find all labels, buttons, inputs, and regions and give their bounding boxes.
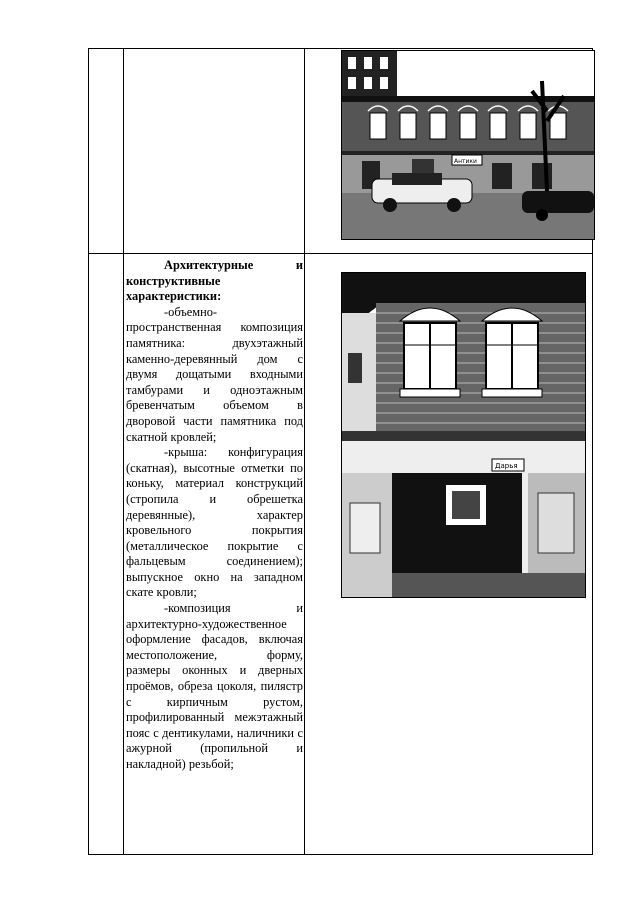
characteristics-text-cell (126, 258, 303, 773)
building-archway-photo (341, 272, 586, 598)
table-border-col2 (123, 48, 124, 854)
table-border-bottom (88, 854, 593, 855)
table-row-divider (88, 253, 593, 254)
paragraph-facades: -композиция и архитектурно-художественное оформление фасадов, включая местоположение, форму, размеры оконных и дверных проёмов, обреза цоколя, пилястр с кирпичным рустом, профилированный межэтажный пояс с дентикулами, наличники с ажурной (пропильной и накладной) резьбой; (126, 601, 303, 771)
building-archway-photo-icon (342, 273, 585, 597)
table-border-top (88, 48, 593, 49)
building-facade-photo (341, 50, 595, 240)
archway-sign-text: Дарья (495, 462, 518, 470)
paragraph-composition: -объемно-пространственная композиция памятника: двухэтажный каменно-деревянный дом с двумя дощатыми входными тамбурами и одноэтажным бревенчатым объемом в дворовой части памятника под скатной кровлей; (126, 304, 303, 444)
building-facade-photo-icon (342, 51, 594, 239)
shop-sign-text: Антики (454, 158, 477, 165)
table-border-col3 (304, 48, 305, 854)
characteristics-heading: Архитектурные и конструктивные характеристики: (126, 258, 303, 304)
table-border-left (88, 48, 89, 854)
paragraph-roof: -крыша: конфигурация (скатная), высотные отметки по коньку, материал конструкций (стропила и обрешетка деревянные), характер кровельного покрытия (металлическое покрытие с фальцевым соединением); выпускное окно на западном скате кровли; (126, 445, 303, 600)
